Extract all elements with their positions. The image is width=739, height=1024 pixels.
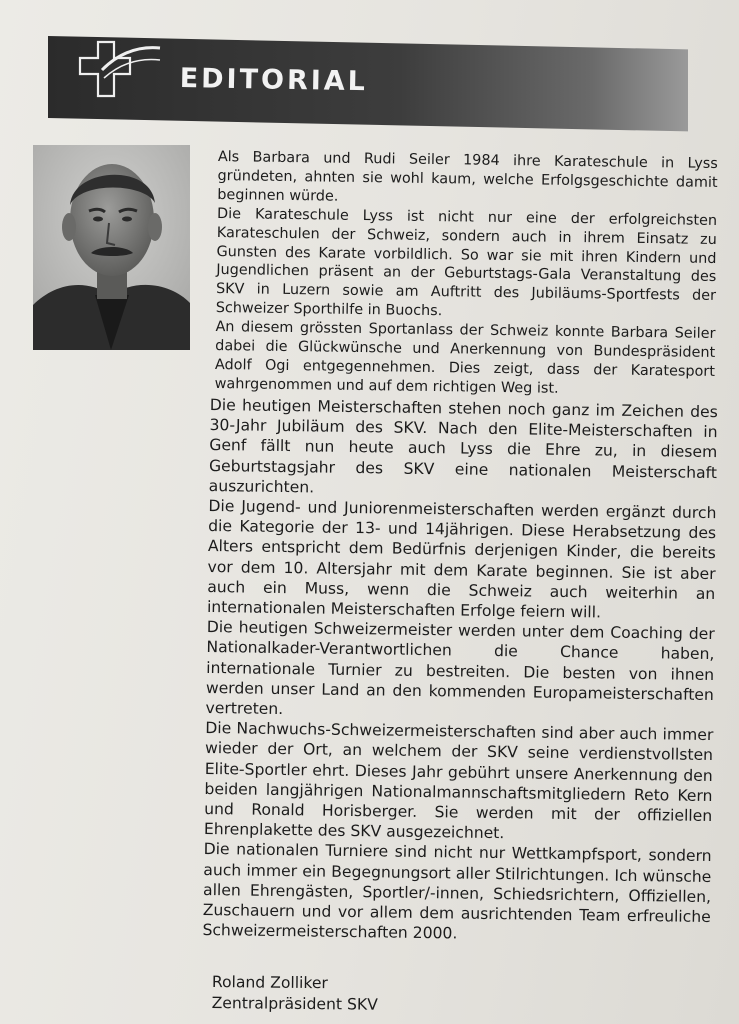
signature-block [212,972,379,1015]
paragraph: Die nationalen Turniere sind nicht nur Wettkampfsport, sondern auch immer ein Begegnungsort aller Stilrichtungen. Ich wünsche allen Ehrengästen, Sportler/-innen, Schiedsrichtern, Offiziellen, Zuschauern und vor allem dem ausrichtenden Team erfreuliche Schweizermeisterschaften 2000. [202,840,712,943]
paragraph: Die Karateschule Lyss ist nicht nur eine der erfolgreichsten Karateschulen der Schweiz, sondern auch in ihrem Einsatz zu Gunsten des Karate vorbildlich. So war sie mit ihren Kindern und Jugendlichen präsent an der Geburtstags-Gala Veranstaltung des SKV in Luzern sowie am Auftritt des Jubiläums-Sportfests der Schweizer Sporthilfe in Buochs. [215,205,718,320]
signature-name: Roland Zolliker [211,972,328,993]
paragraph: An diesem grössten Sportanlass der Schweiz konnte Barbara Seiler dabei die Glückwünsche und Anerkennung von Bundespräsident Adolf Ogi entgegennehmen. Dies zeigt, dass der Karatesport wahrgenommen und auf dem richtigen Weg ist. [214,319,716,397]
editorial-body [202,395,718,948]
paragraph: Die heutigen Schweizermeister werden unter dem Coaching der Nationalkader-Verantwortlichen die Chance haben, internationale Turnier zu bestreiten. Die besten von ihnen werden unser Land an den kommenden Europameisterschaften vertreten. [205,618,715,719]
paragraph: Die Nachwuchs-Schweizermeisterschaften sind aber auch immer wieder der Ort, an welchem der SKV seine verdienstvollsten Elite-Sportler ehrt. Dieses Jahr gebührt unsere Anerkennung den beiden langjährigen Nationalmannschaftsmitgliedern Reto Kern und Ronald Horisberger. Sie werden mit der offiziellen Ehrenplakette des SKV ausgezeichnet. [203,719,714,843]
author-portrait [33,145,190,350]
paragraph: Die Jugend- und Juniorenmeisterschaften werden ergänzt durch die Kategorie der 13- und 14jährigen. Diese Herabsetzung des Alters entspricht dem Bedürfnis derjenigen Kinder, die bereits vor dem 10. Altersjahr mit dem Karate beginnen. Sie ist aber auch ein Muss, wenn die Schweiz auch weiterhin an internationalen Meisterschaften Erfolge feiern will. [206,497,717,622]
page-title: EDITORIAL [179,63,369,98]
signature-role: Zentralpräsident SKV [211,993,378,1014]
editorial-intro [215,148,718,401]
swiss-cross-logo-icon [62,38,162,112]
paragraph: Die heutigen Meisterschaften stehen noch ganz im Zeichen des 30-Jahr Jubiläum des SKV. Nach den Elite-Meisterschaften in Genf fällt nun heute auch Lyss die Ehre zu, in diesem Geburtstagsjahr des SKV eine nationalen Meisterschaft auszurichten. [208,395,718,497]
paragraph: Als Barbara und Rudi Seiler 1984 ihre Karateschule in Lyss gründeten, ahnten sie wohl kaum, welche Erfolgsgeschichte damit beginnen würde. [217,148,718,205]
